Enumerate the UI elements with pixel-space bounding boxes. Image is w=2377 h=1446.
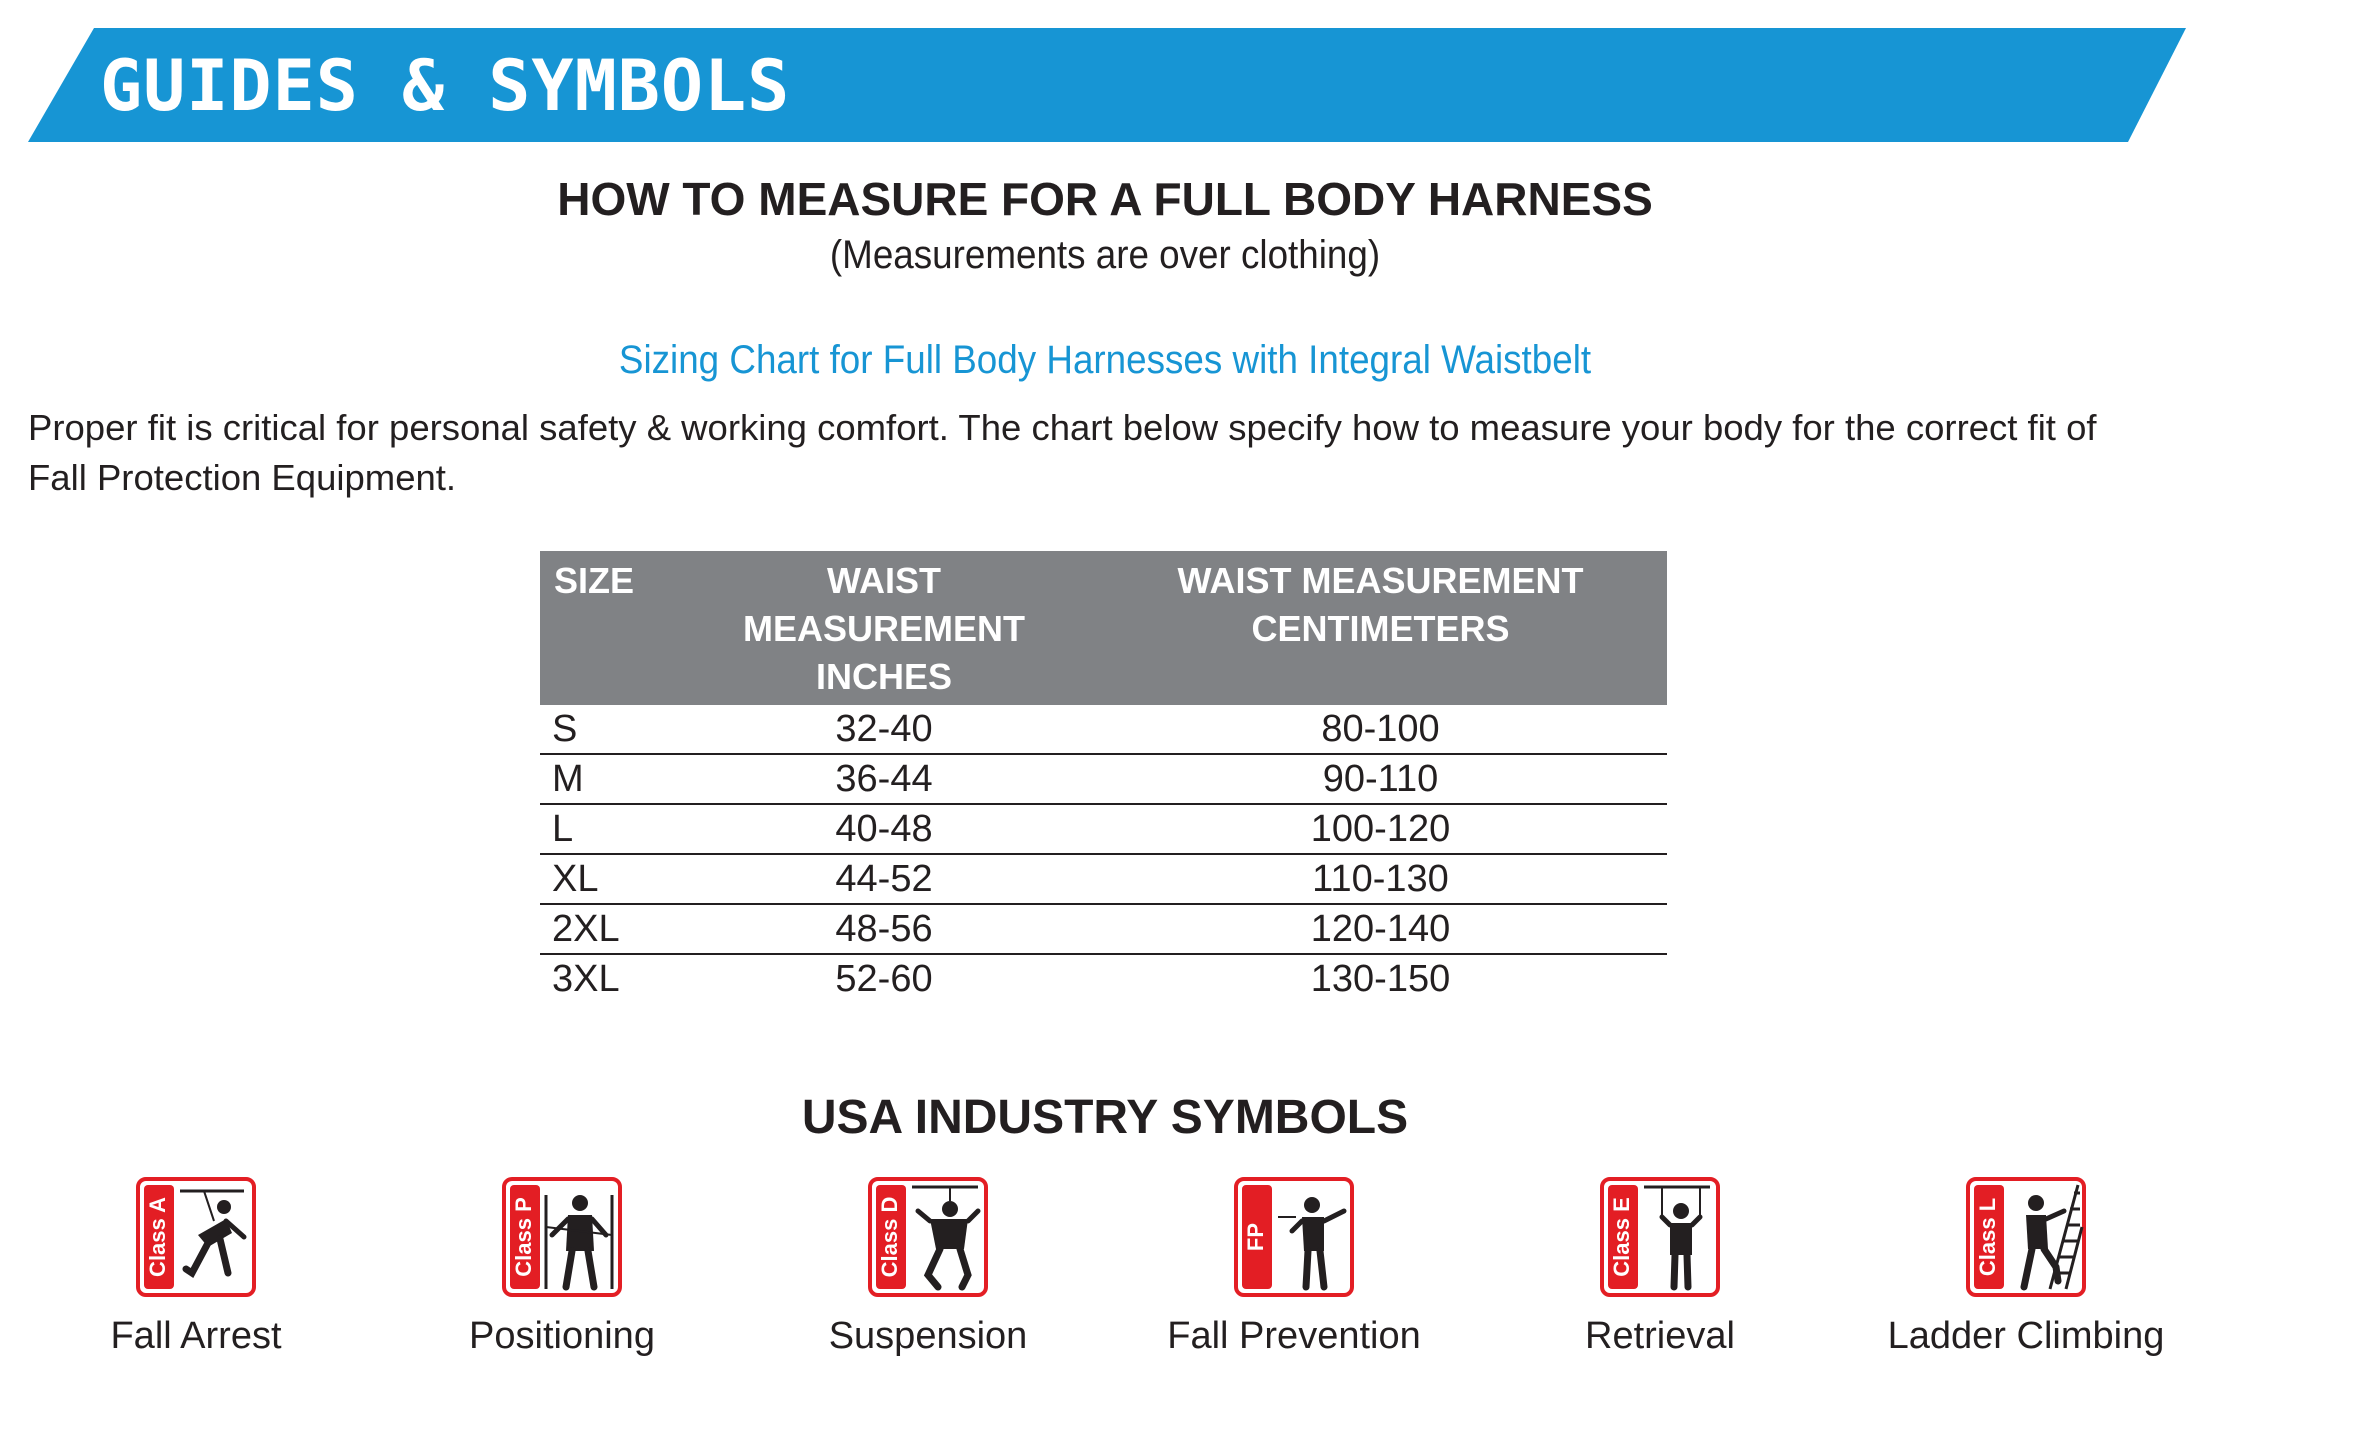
cell-inches: 32-40	[674, 705, 1094, 754]
cell-inches: 44-52	[674, 854, 1094, 904]
symbol-label: Ladder Climbing	[1887, 1315, 2165, 1357]
table-row	[540, 854, 1667, 904]
page-subtitle: (Measurements are over clothing)	[829, 233, 1381, 277]
symbol-code: Class A	[144, 1197, 170, 1277]
intro-line: Proper fit is critical for personal safety & working comfort. The chart below specify how to measure your body for the correct fit of	[28, 407, 2097, 448]
symbol-label: Retrieval	[1585, 1315, 1735, 1357]
symbol-code: Class E	[1608, 1197, 1634, 1277]
table-row	[540, 904, 1667, 954]
symbol-label: Fall Arrest	[110, 1315, 282, 1357]
symbol-code: Class P	[510, 1197, 536, 1277]
symbols-heading: USA INDUSTRY SYMBOLS	[801, 1091, 1409, 1144]
symbol-retrieval	[1480, 1177, 1840, 1358]
symbol-code: FP	[1242, 1222, 1268, 1252]
banner-title: GUIDES & SYMBOLS	[100, 45, 791, 127]
intro-line: Fall Protection Equipment.	[28, 457, 457, 498]
intro-paragraph	[28, 403, 2268, 503]
symbol-fall-prevention	[1114, 1177, 1474, 1358]
table-header-row	[540, 551, 1667, 705]
cell-cm: 120-140	[1094, 904, 1667, 954]
suspension-icon	[868, 1177, 988, 1297]
positioning-icon	[502, 1177, 622, 1297]
fall-prevention-icon	[1234, 1177, 1354, 1297]
cell-cm: 130-150	[1310, 958, 1451, 1000]
sizing-chart-title: Sizing Chart for Full Body Harnesses with Integral Waistbelt	[618, 338, 1592, 382]
cell-cm: 100-120	[1094, 804, 1667, 854]
header-waist-inches: WAIST MEASUREMENT INCHES	[674, 551, 1094, 705]
page-title: HOW TO MEASURE FOR A FULL BODY HARNESS	[557, 173, 1653, 225]
cell-size: XL	[540, 854, 674, 904]
cell-size: L	[540, 804, 674, 854]
cell-cm: 110-130	[1094, 854, 1667, 904]
symbol-label: Suspension	[828, 1315, 1028, 1357]
header-waist-centimeters: WAIST MEASUREMENT CENTIMETERS	[1094, 551, 1667, 705]
header-size: SIZE	[540, 551, 674, 705]
symbol-code: Class D	[876, 1196, 902, 1278]
cell-size: 3XL	[552, 958, 620, 1000]
table-row	[540, 754, 1667, 804]
sizing-table	[540, 551, 1667, 1003]
retrieval-icon	[1600, 1177, 1720, 1297]
cell-inches: 40-48	[674, 804, 1094, 854]
symbol-ladder-climbing	[1846, 1177, 2206, 1358]
table-row	[540, 705, 1667, 754]
symbol-positioning	[382, 1177, 742, 1358]
table-row	[540, 804, 1667, 854]
cell-inches: 36-44	[674, 754, 1094, 804]
fall-arrest-icon	[136, 1177, 256, 1297]
symbol-suspension	[748, 1177, 1108, 1358]
symbol-code: Class L	[1974, 1197, 2000, 1277]
cell-size: 2XL	[540, 904, 674, 954]
cell-inches: 48-56	[674, 904, 1094, 954]
symbol-label: Fall Prevention	[1167, 1315, 1421, 1357]
cell-size: S	[540, 705, 674, 754]
symbol-fall-arrest	[16, 1177, 376, 1358]
cell-cm: 90-110	[1094, 754, 1667, 804]
symbol-label: Positioning	[469, 1315, 655, 1357]
cell-inches: 52-60	[835, 958, 933, 1000]
table-row	[540, 954, 1667, 1003]
cell-cm: 80-100	[1094, 705, 1667, 754]
cell-size: M	[540, 754, 674, 804]
ladder-climbing-icon	[1966, 1177, 2086, 1297]
